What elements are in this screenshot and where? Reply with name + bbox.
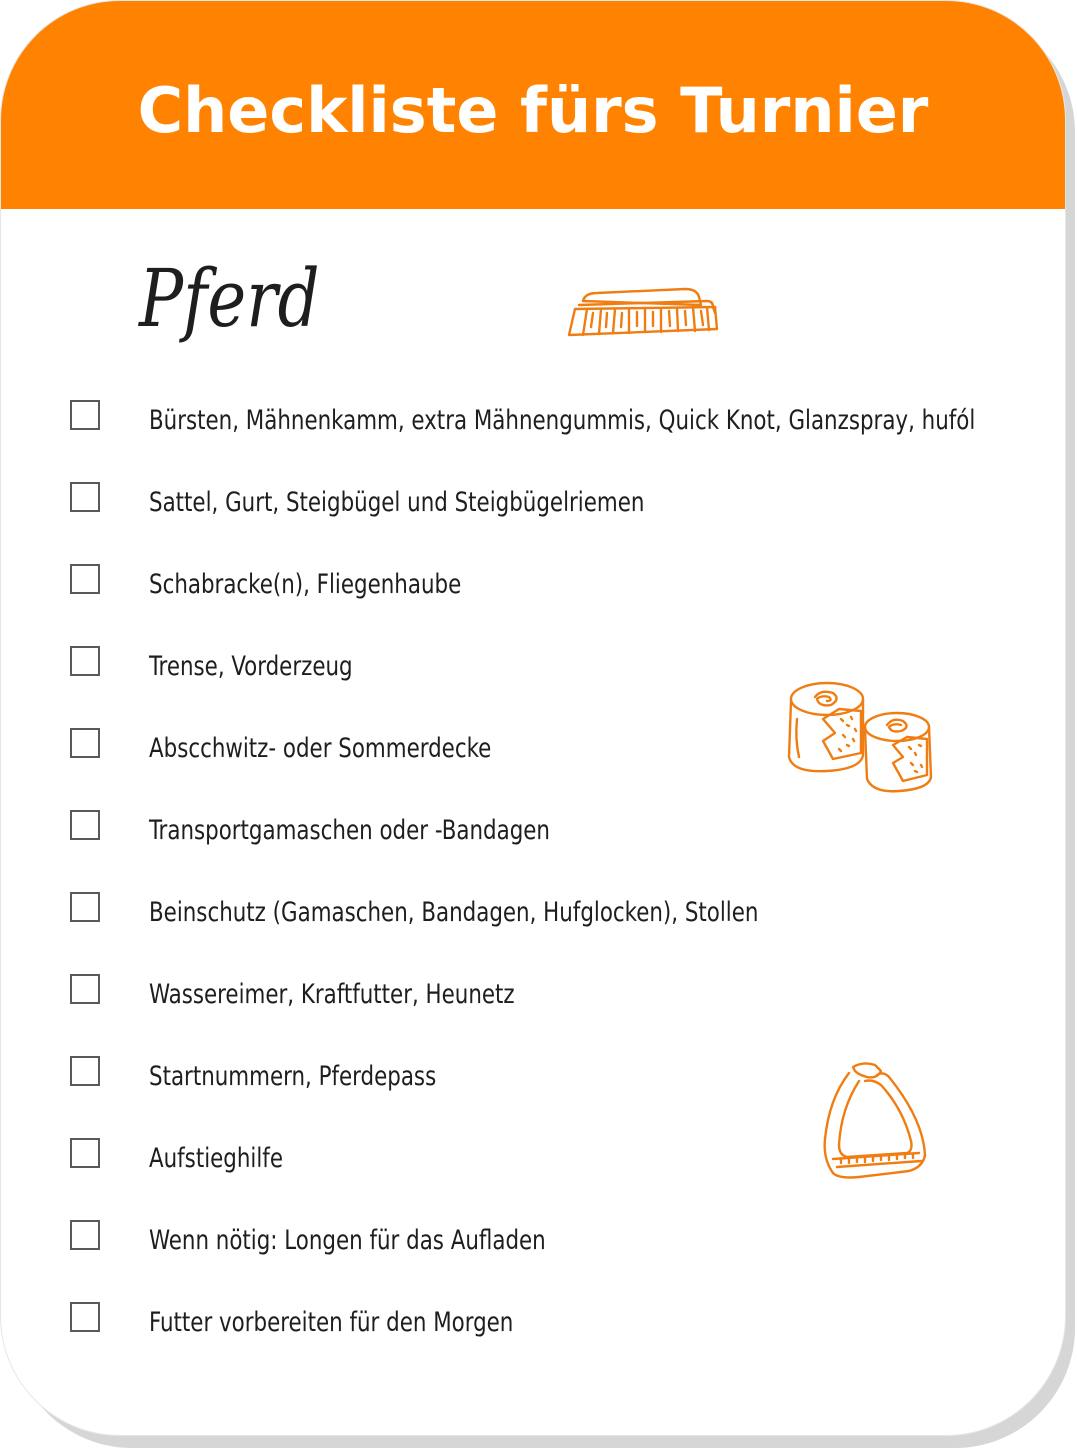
brush-icon [567,283,719,341]
list-item [69,809,1059,891]
item-label: Futter vorbereiten für den Morgen [149,1307,514,1338]
header-banner [1,1,1065,209]
page-title: Checkliste fürs Turnier [137,74,929,147]
item-label: Sattel, Gurt, Steigbügel und Steigbügelriemen [149,487,645,518]
item-label: Trense, Vorderzeug [149,651,353,682]
item-label: Wassereimer, Kraftfutter, Heunetz [149,979,515,1010]
item-label: Bürsten, Mähnenkamm, extra Mähnengummis, Quick Knot, Glanzspray, hufól [149,405,976,436]
checkbox[interactable] [70,1138,100,1168]
list-item [69,399,1059,481]
checkbox[interactable] [70,974,100,1004]
item-label: Startnummern, Pferdepass [149,1061,437,1092]
list-item [69,1055,1059,1137]
checklist [69,399,1059,1383]
checkbox[interactable] [70,810,100,840]
list-item [69,891,1059,973]
list-item [69,1137,1059,1219]
list-item [69,1301,1059,1383]
checkbox[interactable] [70,400,100,430]
item-label: Beinschutz (Gamaschen, Bandagen, Hufglocken), Stollen [149,897,759,928]
section-title: Pferd [139,252,320,345]
item-label: Wenn nötig: Longen für das Aufladen [149,1225,546,1256]
list-item [69,563,1059,645]
checkbox[interactable] [70,1056,100,1086]
list-item [69,481,1059,563]
checkbox[interactable] [70,646,100,676]
list-item [69,973,1059,1055]
checkbox[interactable] [70,482,100,512]
item-label: Schabracke(n), Fliegenhaube [149,569,462,600]
list-item [69,1219,1059,1301]
item-label: Transportgamaschen oder -Bandagen [149,815,550,846]
checkbox[interactable] [70,564,100,594]
checkbox[interactable] [70,892,100,922]
item-label: Aufstieghilfe [149,1143,283,1174]
item-label: Abscchwitz- oder Sommerdecke [149,733,492,764]
list-item [69,727,1059,809]
checkbox[interactable] [70,728,100,758]
checkbox[interactable] [70,1302,100,1332]
list-item [69,645,1059,727]
checkbox[interactable] [70,1220,100,1250]
